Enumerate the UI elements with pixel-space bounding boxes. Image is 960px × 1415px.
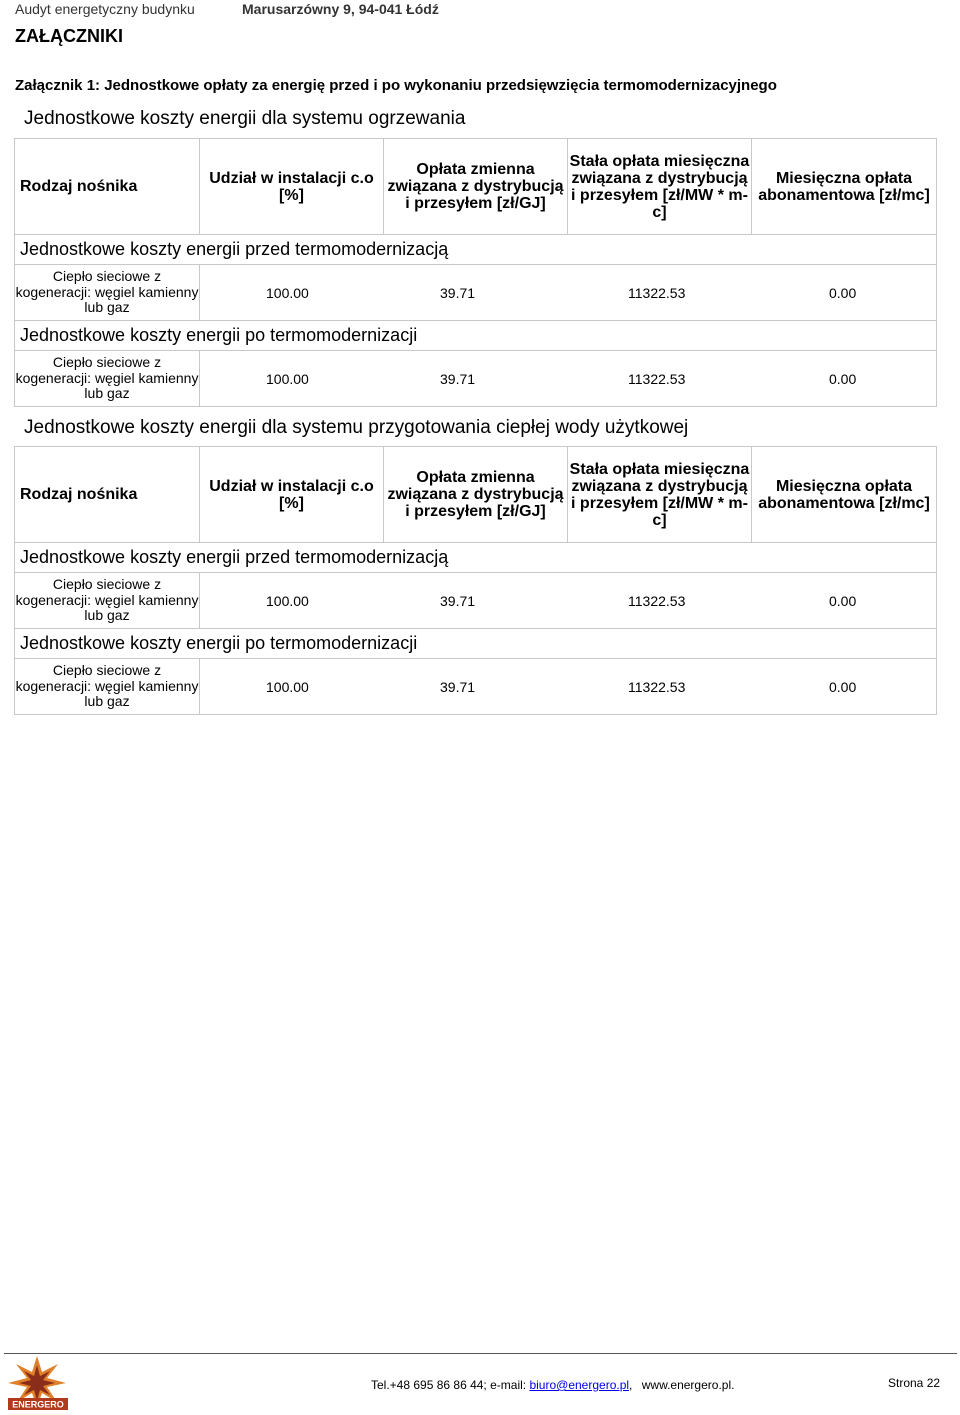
- hot-water-table-title: Jednostkowe koszty energii dla systemu przygotowania ciepłej wody użytkowej: [24, 417, 689, 438]
- heating-table-title: Jednostkowe koszty energii dla systemu ogrzewania: [24, 108, 466, 129]
- values-cell: [200, 659, 937, 715]
- share-value: 100.00: [266, 284, 309, 301]
- before-modernization-label: Jednostkowe koszty energii przed termomodernizacją: [15, 543, 937, 573]
- fixed-fee-value: 11322.53: [628, 284, 686, 301]
- col-header-share: Udział w instalacji c.o [%]: [200, 139, 384, 235]
- carrier-cell: Ciepło sieciowe z kogeneracji: węgiel kamienny lub gaz: [15, 573, 200, 629]
- carrier-cell: Ciepło sieciowe z kogeneracji: węgiel kamienny lub gaz: [15, 659, 200, 715]
- fixed-fee-value: 11322.53: [628, 370, 686, 387]
- section-title: ZAŁĄCZNIKI: [15, 26, 123, 46]
- carrier-cell: Ciepło sieciowe z kogeneracji: węgiel kamienny lub gaz: [15, 265, 200, 321]
- subscription-fee-value: 0.00: [829, 370, 857, 387]
- after-label-row: [15, 321, 937, 351]
- footer-email-label: e-mail:: [490, 1378, 527, 1392]
- fixed-fee-value: 11322.53: [628, 678, 686, 695]
- col-header-subscription-fee: Miesięczna opłata abonamentowa [zł/mc]: [752, 447, 937, 543]
- share-value: 100.00: [266, 678, 309, 695]
- page-number: Strona 22: [888, 1376, 941, 1390]
- share-value: 100.00: [266, 370, 309, 387]
- footer-phone: Tel.+48 695 86 86 44;: [371, 1378, 487, 1392]
- footer-contact: Tel.+48 695 86 86 44; e-mail: biuro@energero.pl, www.energero.pl.: [371, 1378, 735, 1392]
- col-header-variable-fee: Opłata zmienna związana z dystrybucją i przesyłem [zł/GJ]: [384, 139, 568, 235]
- col-header-variable-fee: Opłata zmienna związana z dystrybucją i przesyłem [zł/GJ]: [384, 447, 568, 543]
- after-modernization-label: Jednostkowe koszty energii po termomodernizacji: [15, 629, 937, 659]
- before-label-row: [15, 235, 937, 265]
- col-header-subscription-fee: Miesięczna opłata abonamentowa [zł/mc]: [752, 139, 937, 235]
- col-header-share: Udział w instalacji c.o [%]: [200, 447, 384, 543]
- col-header-carrier: Rodzaj nośnika: [15, 447, 200, 543]
- document-title: Audyt energetyczny budynku: [15, 1, 195, 17]
- footer-email-link[interactable]: biuro@energero.pl: [529, 1378, 630, 1392]
- values-cell: [200, 351, 937, 407]
- variable-fee-value: 39.71: [440, 370, 476, 387]
- table-row: [15, 659, 937, 715]
- variable-fee-value: 39.71: [440, 592, 476, 609]
- star-logo-icon: [6, 1356, 70, 1410]
- before-modernization-label: Jednostkowe koszty energii przed termomodernizacją: [15, 235, 937, 265]
- share-value: 100.00: [266, 592, 309, 609]
- after-label-row: [15, 629, 937, 659]
- col-header-carrier: Rodzaj nośnika: [15, 139, 200, 235]
- table-row: [15, 351, 937, 407]
- footer-divider: [4, 1353, 957, 1354]
- annex-title: Załącznik 1: Jednostkowe opłaty za energię przed i po wykonaniu przedsięwzięcia termomodernizacyjnego: [15, 77, 777, 94]
- building-address: Marusarzówny 9, 94-041 Łódź: [242, 1, 439, 17]
- hot-water-cost-table: [14, 446, 937, 715]
- table-row: [15, 265, 937, 321]
- subscription-fee-value: 0.00: [829, 592, 857, 609]
- table-header-row: [15, 139, 937, 235]
- heating-cost-table: [14, 138, 937, 407]
- subscription-fee-value: 0.00: [829, 284, 857, 301]
- col-header-fixed-fee: Stała opłata miesięczna związana z dystrybucją i przesyłem [zł/MW * m-c]: [568, 139, 752, 235]
- footer-website: www.energero.pl.: [641, 1378, 735, 1392]
- table-header-row: [15, 447, 937, 543]
- logo-text: ENERGERO: [12, 1399, 64, 1410]
- before-label-row: [15, 543, 937, 573]
- variable-fee-value: 39.71: [440, 284, 476, 301]
- carrier-cell: Ciepło sieciowe z kogeneracji: węgiel kamienny lub gaz: [15, 351, 200, 407]
- variable-fee-value: 39.71: [440, 678, 476, 695]
- company-logo: [6, 1356, 70, 1410]
- subscription-fee-value: 0.00: [829, 678, 857, 695]
- col-header-fixed-fee: Stała opłata miesięczna związana z dystrybucją i przesyłem [zł/MW * m-c]: [568, 447, 752, 543]
- fixed-fee-value: 11322.53: [628, 592, 686, 609]
- values-cell: [200, 573, 937, 629]
- values-cell: [200, 265, 937, 321]
- table-row: [15, 573, 937, 629]
- after-modernization-label: Jednostkowe koszty energii po termomodernizacji: [15, 321, 937, 351]
